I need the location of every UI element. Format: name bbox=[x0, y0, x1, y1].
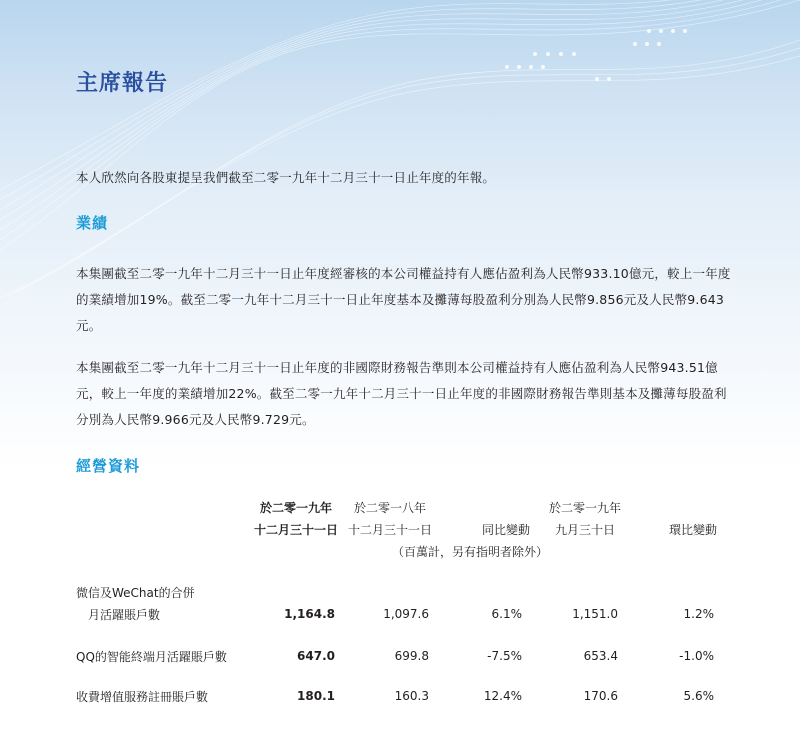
col-2018-dec-date: 十二月三十一日 bbox=[347, 523, 432, 537]
col-yoy-header: 同比變動 bbox=[481, 523, 530, 537]
col-2019-dec-header bbox=[246, 499, 346, 539]
table-cell-2019-dec: 180.1 bbox=[297, 689, 335, 703]
table-cell-qoq: 1.2% bbox=[683, 607, 714, 621]
results-heading: 業績 bbox=[76, 214, 109, 232]
table-cell-qoq: -1.0% bbox=[679, 649, 714, 663]
table-row-label: QQ的智能終端月活躍賬戶數 bbox=[76, 650, 227, 664]
table-cell-2018-dec: 160.3 bbox=[394, 689, 429, 703]
col-2019-dec-date: 十二月三十一日 bbox=[253, 523, 338, 537]
table-row-label bbox=[76, 583, 195, 625]
table-cell-qoq: 5.6% bbox=[683, 689, 714, 703]
col-2019-dec-year: 於二零一九年 bbox=[259, 501, 332, 515]
table-cell-yoy: 12.4% bbox=[483, 689, 522, 703]
table-cell-yoy: 6.1% bbox=[491, 607, 522, 621]
table-cell-2018-dec: 1,097.6 bbox=[383, 607, 429, 621]
table-cell-2019-dec: 1,164.8 bbox=[284, 607, 335, 621]
col-2018-dec-year: 於二零一八年 bbox=[353, 501, 426, 515]
table-cell-2019-dec: 647.0 bbox=[297, 649, 335, 663]
table-cell-yoy: -7.5% bbox=[487, 649, 522, 663]
col-2018-dec-header bbox=[340, 499, 440, 539]
table-cell-2018-dec: 699.8 bbox=[394, 649, 429, 663]
col-2019-sep-year: 於二零一九年 bbox=[548, 501, 621, 515]
table-row-label: 收費增值服務註冊賬戶數 bbox=[76, 690, 209, 704]
table-cell-2019-sep: 170.6 bbox=[583, 689, 618, 703]
intro-paragraph: 本人欣然向各股東提呈我們截至二零一九年十二月三十一日止年度的年報。 bbox=[76, 170, 496, 185]
results-paragraph-2: 本集團截至二零一九年十二月三十一日止年度的非國際財務報告準則本公司權益持有人應佔盈利為人民幣943.51億元，較上一年度的業績增加22%。截至二零一九年十二月三十一日止年度的非國際財務報告準則基本及攤薄每股盈利分別為人民幣9.966元及人民幣9.729元。 bbox=[76, 360, 727, 427]
operating-heading: 經營資料 bbox=[76, 457, 141, 475]
unit-note: （百萬計，另有指明者除外） bbox=[391, 545, 548, 559]
row-label-line1: 微信及WeChat的合併 bbox=[76, 586, 195, 600]
page-title: 主席報告 bbox=[76, 71, 169, 96]
row-label-line2: 月活躍賬戶數 bbox=[88, 608, 161, 622]
col-qoq-header: 環比變動 bbox=[668, 523, 717, 537]
table-cell-2019-sep: 1,151.0 bbox=[572, 607, 618, 621]
col-2019-sep-date: 九月三十日 bbox=[554, 523, 615, 537]
results-paragraph-1: 本集團截至二零一九年十二月三十一日止年度經審核的本公司權益持有人應佔盈利為人民幣933.10億元，較上一年度的業績增加19%。截至二零一九年十二月三十一日止年度基本及攤薄每股盈利分別為人民幣9.856元及人民幣9.643元。 bbox=[76, 266, 731, 333]
decorative-wave-background bbox=[0, 0, 800, 300]
table-cell-2019-sep: 653.4 bbox=[583, 649, 618, 663]
col-2019-sep-header bbox=[535, 499, 635, 539]
